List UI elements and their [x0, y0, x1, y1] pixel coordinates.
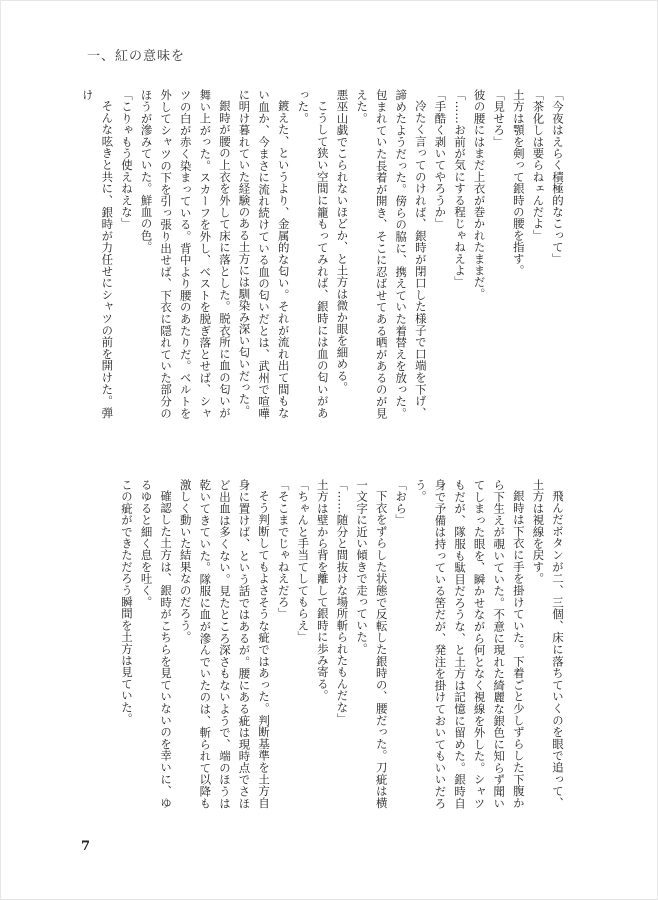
text-paragraph: そう判断してもよさそうな疵ではあった。判断基準を土方自身に置けば、という話ではあるが。腰にある疵は現時点でさほど出血は多くない。見たところ深さもないようで、端のほうは乾いてきていた。隊服に血が滲んでいたのは、斬られて以降も激しく動いた結果なのだろう。: [178, 479, 272, 809]
text-line: この疵ができただろう瞬間を土方は見ていた。: [119, 479, 134, 725]
text-paragraph: 冷たく言ってのければ、銀時が閉口した様子で口端を下げ、諦めたようだった。傍らの脇に、携えていた着替えを放った。包まれていた長着が開き、そこに忍ばせてある晒があるのが見えた。: [355, 89, 428, 419]
text-line: 土方は壁から背を離して銀時に歩み寄る。: [315, 479, 330, 702]
text-line: 「今夜はえらく積極的なこって」: [551, 89, 565, 265]
bottom-text-block: [92, 479, 567, 809]
top-text-block: [80, 89, 567, 419]
page-number: 7: [81, 839, 91, 854]
text-paragraph: こうして狭い空間に籠もってみれば、銀時には血の匂いがあった。: [296, 89, 330, 419]
chapter-title: 一、紅の意味を: [87, 49, 186, 64]
text-line: 「……お前が気にする程じゃねえよ」: [453, 89, 468, 288]
text-paragraph: 鍍えた、というより、金属的な匂い。それが流れ出て間もない血か、今まさに流れ続けている血の匂いだとは、武州で喧嘩に明け暮れていた経験のある土方には馴染み深い匂いだった。: [237, 89, 291, 419]
text-line: 悪巫山戯でこられないほどか、と土方は微か眼を細める。: [335, 89, 350, 394]
text-line: 「手酷く剥いてやろうか」: [433, 89, 448, 230]
text-paragraph: そんな呟きと共に、銀時が力任せにシャツの前を開けた。弾け: [80, 89, 115, 419]
text-paragraph: 確認した土方は、銀時がこちらを見ていないのを幸いに、ゆるゆると細く息を吐く。: [139, 479, 174, 809]
text-line: 「おら」: [394, 479, 409, 526]
text-paragraph: 銀時は下衣に手を掛けていた。下着ごと少しずらした下腹から下生えが覗いていた。不意に現れた綺麗な銀色に知らず聞いてしまった眼を、瞬かせながら何となく視線を外した。シャツもだが、隊服も駄目だろうな、と土方は記憶に留めた。銀時自身で予備は持っている筈だが、発注を掛けておいてもいいだろう。: [413, 479, 526, 809]
text-line: 彼の腰にはまだ上衣が巻かれたままだ。: [472, 89, 487, 300]
text-line: 「茶化しは要らねェんだよ」: [531, 89, 546, 242]
text-line: 「ちゃんと手当てしてもらえ」: [296, 479, 311, 643]
text-paragraph: 飛んだボタンが二、三個、床に落ちていくのを眼で追って、土方は視線を戻す。: [531, 479, 565, 809]
text-line: 「……随分と間抜けな場所斬られたもんだな」: [335, 479, 350, 725]
text-line: 「そこまでじゃねえだろ」: [276, 479, 291, 620]
text-line: 土方は顎を剣って銀時の腰を指す。: [511, 89, 526, 277]
text-line: 「見せろ」: [492, 89, 507, 148]
text-paragraph: 銀時が腰の上衣を外して床に落とした。脱衣所に血の匂いが舞い上がった。スカーフを外し、ベストを脱ぎ落とせば、シャツの白が赤く染まっている。背中より腰のあたりだ。ベルトを外してシャツの下を引っ張り出せば、下衣に隠れていた部分のほうが滲みていた。鮮血の色。: [139, 89, 232, 419]
text-paragraph: 下衣をずらした状態で反転した銀時の、腰だった。刀疵は横一文字に近い傾きで走っていた。: [355, 479, 389, 809]
text-line: 「こりゃもう使えねえな」: [119, 89, 134, 230]
